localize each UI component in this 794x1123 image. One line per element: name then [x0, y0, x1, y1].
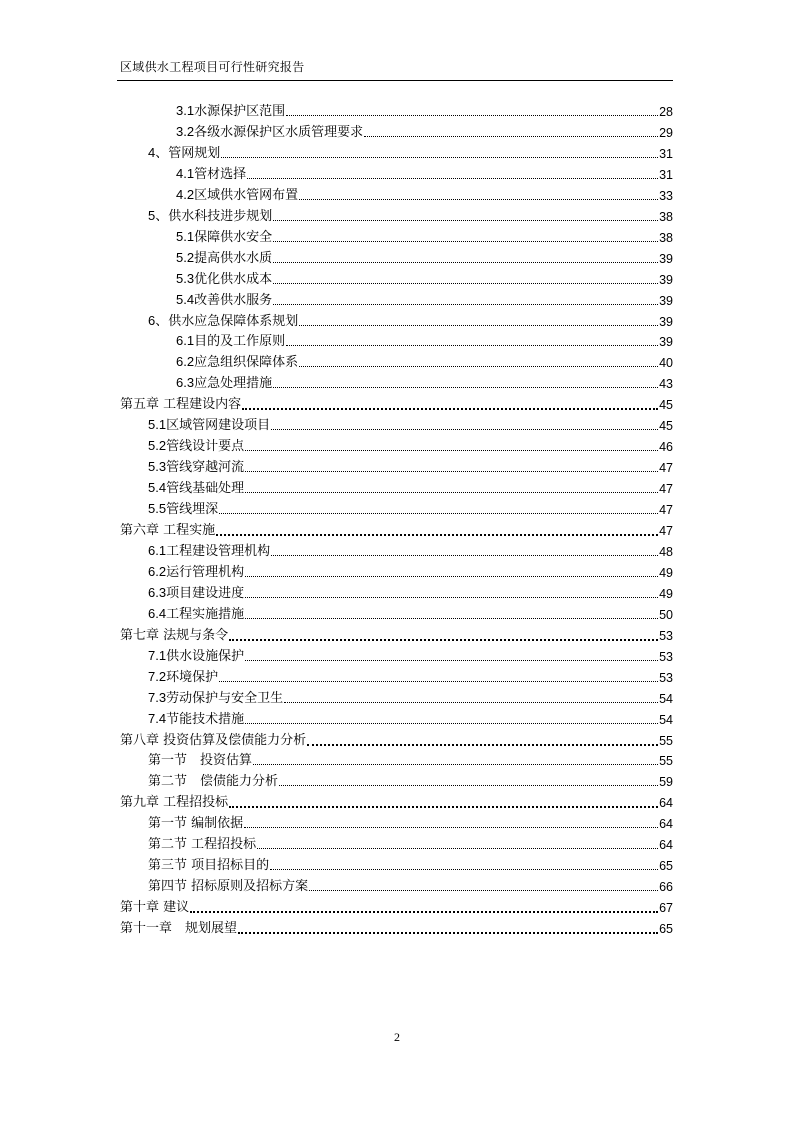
toc-entry[interactable] — [148, 666, 673, 686]
toc-dot-leader — [307, 744, 658, 746]
toc-entry-page: 65 — [659, 922, 673, 937]
toc-dot-leader — [299, 325, 658, 326]
toc-dot-leader — [271, 555, 658, 556]
toc-entry-number: 5.3 — [148, 459, 167, 475]
toc-entry-text: 环境保护 — [166, 669, 219, 685]
toc-entry[interactable] — [148, 477, 673, 497]
toc-entry-page: 47 — [659, 482, 673, 497]
toc-entry-number: 7.2 — [148, 668, 167, 684]
toc-entry[interactable] — [176, 289, 673, 309]
toc-entry-page: 47 — [659, 461, 673, 476]
toc-dot-leader — [273, 283, 658, 284]
toc-entry-number: 5.2 — [148, 438, 167, 454]
toc-entry-page: 54 — [659, 712, 673, 727]
toc-entry-page: 39 — [659, 293, 673, 308]
toc-entry-title — [148, 585, 244, 602]
toc-entry-title — [148, 208, 272, 225]
toc-entry-text: 供水科技进步规划 — [168, 208, 273, 224]
toc-dot-leader — [286, 345, 658, 346]
toc-entry-text: 目的及工作原则 — [194, 334, 286, 350]
toc-dot-leader — [299, 366, 658, 367]
toc-entry-number: 4.2 — [176, 186, 195, 202]
toc-entry-title — [148, 606, 244, 623]
toc-entry-text: 第三节 项目招标目的 — [148, 858, 270, 874]
toc-entry-text: 管线设计要点 — [166, 439, 245, 455]
toc-entry-page: 45 — [659, 419, 673, 434]
toc-entry-number: 5.1 — [148, 417, 167, 433]
toc-entry-page: 64 — [659, 817, 673, 832]
toc-dot-leader — [273, 387, 658, 388]
toc-entry-page: 39 — [659, 272, 673, 287]
toc-entry-title — [148, 669, 218, 686]
toc-entry-page: 53 — [659, 670, 673, 685]
toc-dot-leader — [216, 534, 658, 536]
toc-entry-page: 66 — [659, 880, 673, 895]
toc-entry-title — [176, 333, 285, 350]
toc-dot-leader — [245, 471, 658, 472]
toc-entry-page: 28 — [659, 105, 673, 119]
toc-entry-text: 第十一章 规划展望 — [120, 921, 238, 937]
toc-entry-title — [176, 250, 272, 267]
toc-dot-leader — [270, 869, 658, 870]
toc-entry-page: 47 — [659, 503, 673, 518]
toc-entry-number: 6.1 — [148, 542, 167, 558]
toc-entry-text: 改善供水服务 — [194, 292, 273, 308]
toc-dot-leader — [273, 262, 658, 263]
toc-entry-number: 5.3 — [176, 270, 195, 286]
toc-entry[interactable] — [176, 226, 673, 246]
toc-entry-title — [176, 271, 272, 288]
toc-entry-number: 7.4 — [148, 710, 167, 726]
toc-entry-title — [148, 711, 244, 728]
toc-entry-number: 6.3 — [148, 584, 167, 600]
toc-entry-text: 优化供水成本 — [194, 271, 273, 287]
toc-entry-text: 管线埋深 — [166, 502, 219, 518]
toc-entry-number: 6.1 — [176, 333, 195, 349]
toc-entry-number: 6.2 — [176, 354, 195, 370]
toc-dot-leader — [273, 241, 658, 242]
toc-entry-page: 50 — [659, 607, 673, 622]
toc-dot-leader — [245, 576, 658, 577]
toc-entry[interactable] — [148, 708, 673, 728]
toc-entry-page: 64 — [659, 796, 673, 811]
toc-entry-title — [148, 774, 278, 790]
toc-entry[interactable] — [176, 268, 673, 288]
toc-entry-text: 第五章 工程建设内容 — [120, 397, 242, 413]
toc-entry[interactable] — [120, 393, 673, 413]
toc-entry-page: 53 — [659, 649, 673, 664]
toc-entry-text: 管线穿越河流 — [166, 460, 245, 476]
toc-entry-page: 39 — [659, 335, 673, 350]
toc-entry-title — [148, 837, 256, 853]
toc-dot-leader — [257, 848, 658, 849]
toc-entry-title — [120, 628, 228, 644]
toc-entry-text: 管网规划 — [168, 145, 221, 161]
toc-entry[interactable] — [176, 163, 673, 183]
toc-entry-number: 5.4 — [148, 480, 167, 496]
toc-entry-text: 第一节 投资估算 — [148, 753, 253, 769]
toc-entry-title — [120, 795, 228, 811]
toc-entry-title — [148, 879, 308, 895]
toc-entry-text: 第二节 工程招投标 — [148, 837, 257, 853]
toc-entry-title — [148, 816, 243, 832]
toc-entry-title — [176, 187, 298, 204]
toc-entry-title — [148, 145, 220, 162]
toc-entry-number: 6.3 — [176, 375, 195, 391]
toc-entry[interactable] — [148, 498, 673, 518]
toc-entry-title — [176, 292, 272, 309]
toc-entry-title — [120, 921, 237, 937]
toc-entry-page: 65 — [659, 859, 673, 874]
toc-entry-text: 项目建设进度 — [166, 585, 245, 601]
toc-entry-title — [148, 313, 298, 330]
toc-entry-number: 3.1 — [176, 103, 195, 118]
toc-entry-text: 工程实施措施 — [166, 606, 245, 622]
toc-entry[interactable] — [148, 561, 673, 581]
toc-entry-number: 5.1 — [176, 228, 195, 244]
toc-dot-leader — [273, 304, 658, 305]
toc-entry-text: 区域供水管网布置 — [194, 187, 299, 203]
toc-dot-leader — [253, 764, 658, 765]
toc-entry-page: 31 — [659, 167, 673, 182]
toc-dot-leader — [244, 827, 658, 828]
document-title: 区域供水工程项目可行性研究报告 — [120, 60, 305, 74]
toc-entry-text: 劳动保护与安全卫生 — [166, 690, 284, 706]
toc-entry-text: 供水设施保护 — [166, 648, 245, 664]
toc-entry-title — [176, 166, 246, 183]
toc-entry-text: 运行管理机构 — [166, 564, 245, 580]
toc-dot-leader — [279, 785, 658, 786]
toc-dot-leader — [271, 429, 658, 430]
toc-dot-leader — [219, 513, 658, 514]
toc-entry[interactable] — [176, 184, 673, 204]
toc-entry[interactable] — [148, 645, 673, 665]
toc-entry-page: 67 — [659, 901, 673, 916]
toc-entry[interactable] — [148, 540, 673, 560]
toc-dot-leader — [245, 660, 658, 661]
toc-entry-text: 第九章 工程招投标 — [120, 795, 229, 811]
toc-dot-leader — [229, 639, 658, 641]
toc-dot-leader — [309, 890, 658, 891]
toc-entry-text: 第二节 偿债能力分析 — [148, 774, 279, 790]
toc-entry[interactable] — [148, 854, 673, 874]
toc-dot-leader — [245, 492, 658, 493]
toc-entry-page: 53 — [659, 628, 673, 643]
toc-entry-title — [148, 459, 244, 476]
toc-dot-leader — [245, 450, 658, 451]
toc-entry-title — [120, 900, 189, 916]
toc-entry-title — [148, 543, 270, 560]
toc-entry-title — [148, 438, 244, 455]
toc-entry-page: 49 — [659, 586, 673, 601]
toc-entry[interactable] — [120, 729, 673, 749]
toc-entry[interactable] — [176, 100, 673, 120]
toc-entry-number: 5.2 — [176, 249, 195, 265]
toc-entry[interactable] — [176, 121, 673, 141]
toc-entry-text: 水源保护区范围 — [194, 104, 286, 119]
toc-entry-page: 46 — [659, 440, 673, 455]
toc-entry-page: 39 — [659, 251, 673, 266]
toc-entry-number: 3.2 — [176, 123, 195, 139]
toc-entry[interactable] — [176, 330, 673, 350]
toc-entry-title — [176, 354, 298, 371]
toc-entry-text: 各级水源保护区水质管理要求 — [194, 124, 364, 140]
toc-entry-page: 38 — [659, 209, 673, 224]
toc-entry[interactable] — [120, 519, 673, 539]
toc-entry-page: 47 — [659, 524, 673, 538]
toc-entry-text: 区域管网建设项目 — [166, 418, 271, 434]
toc-entry-title — [176, 229, 272, 246]
toc-entry-number: 6.4 — [148, 605, 167, 621]
toc-entry-page: 38 — [659, 230, 673, 245]
toc-entry-number: 4.1 — [176, 165, 195, 181]
toc-dot-leader — [245, 618, 658, 619]
toc-entry-title — [148, 480, 244, 497]
toc-entry-text: 管材选择 — [194, 166, 247, 182]
toc-entry-text: 第八章 投资估算及偿债能力分析 — [120, 732, 307, 748]
toc-entry-page: 54 — [659, 691, 673, 706]
toc-entry[interactable] — [148, 142, 673, 162]
toc-entry[interactable] — [176, 247, 673, 267]
toc-dot-leader — [245, 723, 658, 724]
toc-entry-text: 提高供水水质 — [194, 250, 273, 266]
toc-entry-page: 31 — [659, 146, 673, 161]
page-number: 2 — [394, 1030, 400, 1044]
toc-dot-leader — [221, 157, 658, 158]
toc-entry-text: 节能技术措施 — [166, 711, 245, 727]
toc-entry-title — [120, 523, 215, 539]
toc-entry[interactable] — [148, 456, 673, 476]
toc-entry-title — [148, 858, 269, 874]
toc-entry[interactable] — [148, 875, 673, 895]
toc-entry[interactable] — [148, 582, 673, 602]
toc-entry-page: 33 — [659, 188, 673, 203]
toc-entry-text: 第一节 编制依据 — [148, 816, 244, 832]
toc-dot-leader — [299, 199, 658, 200]
toc-entry-text: 第十章 建议 — [120, 900, 190, 916]
toc-entry-page: 39 — [659, 314, 673, 329]
toc-dot-leader — [229, 806, 658, 808]
toc-entry-page: 49 — [659, 565, 673, 580]
toc-entry[interactable] — [148, 833, 673, 853]
toc-entry-text: 供水应急保障体系规划 — [168, 313, 299, 329]
toc-entry-number: 7.3 — [148, 689, 167, 705]
toc-dot-leader — [247, 178, 658, 179]
toc-entry-page: 48 — [659, 544, 673, 559]
toc-entry[interactable] — [148, 603, 673, 623]
toc-entry-title — [148, 501, 218, 518]
toc-entry[interactable] — [120, 624, 673, 644]
toc-entry-title — [148, 564, 244, 581]
toc-entry-page: 55 — [659, 733, 673, 748]
toc-entry-text: 保障供水安全 — [194, 229, 273, 245]
toc-dot-leader — [286, 115, 658, 116]
toc-entry-page: 59 — [659, 775, 673, 790]
toc-entry[interactable] — [120, 917, 673, 937]
toc-entry[interactable] — [176, 351, 673, 371]
toc-entry-title — [176, 124, 363, 141]
toc-dot-leader — [273, 220, 658, 221]
toc-entry[interactable] — [176, 372, 673, 392]
toc-entry-text: 应急处理措施 — [194, 376, 273, 392]
toc-entry-number: 5.5 — [148, 501, 167, 517]
toc-entry-page: 64 — [659, 838, 673, 853]
toc-entry[interactable] — [120, 896, 673, 916]
toc-entry-number: 6.2 — [148, 563, 167, 579]
toc-entry-page: 43 — [659, 377, 673, 392]
toc-entry[interactable] — [120, 791, 673, 811]
toc-entry[interactable] — [148, 310, 673, 330]
toc-dot-leader — [284, 702, 658, 703]
toc-entry[interactable] — [148, 205, 673, 225]
toc-entry-text: 第七章 法规与条令 — [120, 627, 229, 643]
toc-entry[interactable] — [148, 435, 673, 455]
toc-entry[interactable] — [148, 812, 673, 832]
toc-entry[interactable] — [148, 687, 673, 707]
toc-entry-text: 管线基础处理 — [166, 481, 245, 497]
toc-entry-title — [120, 733, 306, 749]
toc-entry-number: 7.1 — [148, 647, 167, 663]
toc-entry-number: 5、 — [148, 207, 169, 223]
toc-entry-text: 应急组织保障体系 — [194, 355, 299, 371]
toc-entry-title — [120, 397, 241, 413]
toc-entry-text: 第四节 招标原则及招标方案 — [148, 879, 309, 895]
toc-entry[interactable] — [148, 414, 673, 434]
toc-entry-title — [176, 375, 272, 392]
toc-entry-title — [148, 753, 252, 769]
toc-entry-text: 第六章 工程实施 — [120, 523, 216, 538]
toc-entry-page: 29 — [659, 125, 673, 140]
toc-entry-number: 5.4 — [176, 291, 195, 307]
toc-entry-number: 6、 — [148, 312, 169, 328]
toc-entry-page: 45 — [659, 398, 673, 413]
toc-entry-number: 4、 — [148, 144, 169, 160]
toc-dot-leader — [238, 932, 658, 934]
toc-dot-leader — [242, 408, 658, 410]
toc-entry-title — [148, 690, 283, 707]
toc-entry[interactable] — [148, 749, 673, 769]
toc-dot-leader — [190, 911, 658, 913]
toc-dot-leader — [364, 136, 658, 137]
toc-dot-leader — [245, 597, 658, 598]
toc-entry-title — [148, 417, 270, 434]
toc-entry-page: 40 — [659, 356, 673, 371]
toc-entry-title — [176, 103, 285, 120]
toc-entry-title — [148, 648, 244, 665]
toc-dot-leader — [219, 681, 658, 682]
toc-entry-text: 工程建设管理机构 — [166, 543, 271, 559]
toc-entry[interactable] — [148, 770, 673, 790]
toc-entry-page: 55 — [659, 754, 673, 769]
